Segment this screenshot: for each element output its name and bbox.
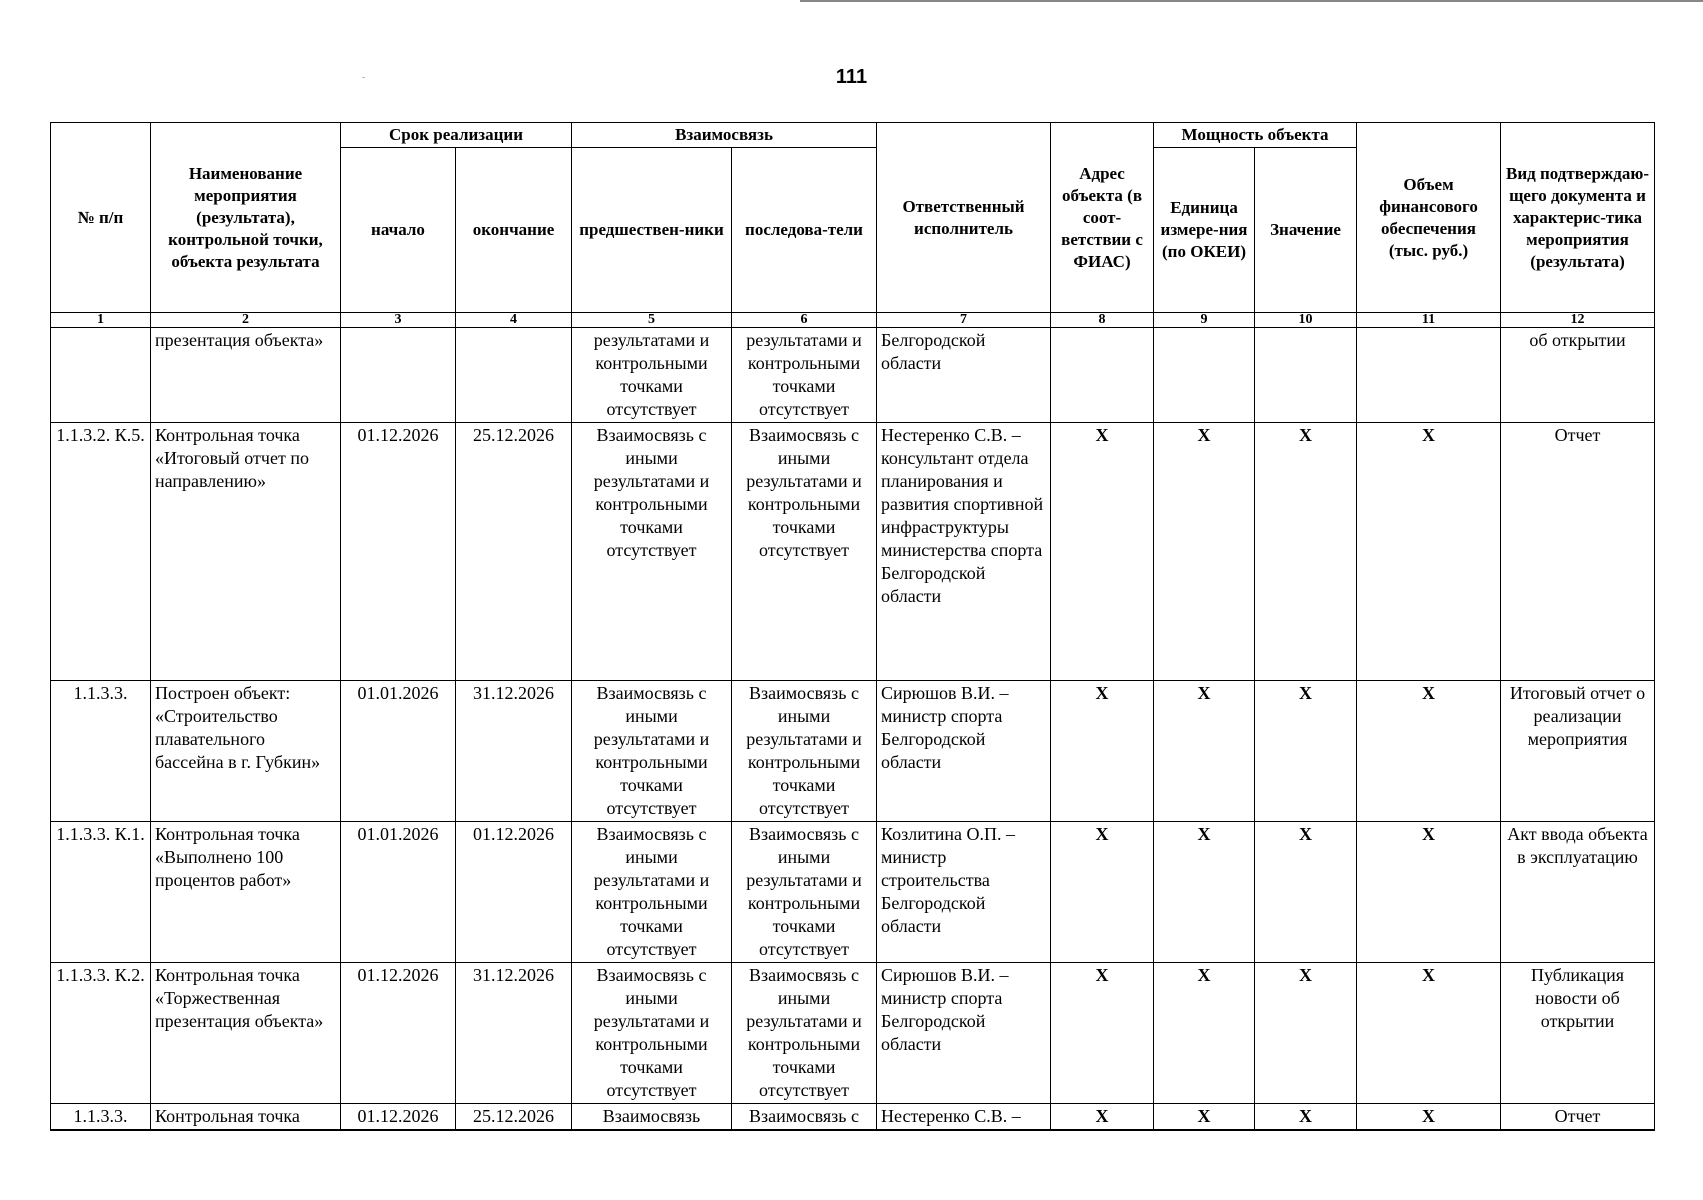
- row-number: 1.1.3.3.: [51, 681, 151, 822]
- row-value: Х: [1255, 1104, 1357, 1131]
- column-number: 6: [732, 313, 877, 328]
- implementation-plan-table: [50, 122, 1655, 1131]
- column-number: 10: [1255, 313, 1357, 328]
- row-document: Акт ввода объекта в эксплуатацию: [1501, 822, 1655, 963]
- header-responsible: Ответственный исполнитель: [877, 123, 1051, 313]
- row-unit: Х: [1154, 423, 1255, 681]
- row-document: Отчет: [1501, 423, 1655, 681]
- row-name: Контрольная точка: [151, 1104, 341, 1131]
- row-start: 01.12.2026: [341, 963, 456, 1104]
- header-name: Наименование мероприятия (результата), контрольной точки, объекта результата: [151, 123, 341, 313]
- row-successors: Взаимосвязь с иными результатами и контрольными точками отсутствует: [732, 423, 877, 681]
- header-number: № п/п: [51, 123, 151, 313]
- row-responsible: Сирюшов В.И. – министр спорта Белгородской области: [877, 681, 1051, 822]
- row-address: Х: [1051, 963, 1154, 1104]
- header-period-group: Срок реализации: [341, 123, 572, 148]
- row-number: 1.1.3.3.: [51, 1104, 151, 1131]
- header-start: начало: [341, 148, 456, 313]
- row-finance: [1357, 328, 1501, 423]
- column-number: 11: [1357, 313, 1501, 328]
- header-finance: Объем финансового обеспечения (тыс. руб.): [1357, 123, 1501, 313]
- row-document: Публикация новости об открытии: [1501, 963, 1655, 1104]
- column-number: 12: [1501, 313, 1655, 328]
- row-unit: [1154, 328, 1255, 423]
- column-number: 5: [572, 313, 732, 328]
- row-responsible: Белгородской области: [877, 328, 1051, 423]
- row-value: Х: [1255, 681, 1357, 822]
- header-predecessors: предшествен-ники: [572, 148, 732, 313]
- row-number: 1.1.3.2. К.5.: [51, 423, 151, 681]
- row-end: 31.12.2026: [456, 681, 572, 822]
- row-name: Контрольная точка «Выполнено 100 процентов работ»: [151, 822, 341, 963]
- row-document: Отчет: [1501, 1104, 1655, 1131]
- row-predecessors: результатами и контрольными точками отсутствует: [572, 328, 732, 423]
- row-value: Х: [1255, 822, 1357, 963]
- row-start: [341, 328, 456, 423]
- row-unit: Х: [1154, 963, 1255, 1104]
- row-finance: Х: [1357, 681, 1501, 822]
- header-value: Значение: [1255, 148, 1357, 313]
- table-row: [51, 1104, 1655, 1131]
- table-row: [51, 328, 1655, 423]
- row-unit: Х: [1154, 822, 1255, 963]
- row-document: об открытии: [1501, 328, 1655, 423]
- row-end: 31.12.2026: [456, 963, 572, 1104]
- row-name: Построен объект: «Строительство плавательного бассейна в г. Губкин»: [151, 681, 341, 822]
- row-address: Х: [1051, 681, 1154, 822]
- row-name: Контрольная точка «Итоговый отчет по направлению»: [151, 423, 341, 681]
- row-finance: Х: [1357, 822, 1501, 963]
- column-number-row: [51, 313, 1655, 328]
- row-predecessors: Взаимосвязь с иными результатами и контрольными точками отсутствует: [572, 681, 732, 822]
- row-name: презентация объекта»: [151, 328, 341, 423]
- row-successors: Взаимосвязь с иными результатами и контрольными точками отсутствует: [732, 822, 877, 963]
- row-value: [1255, 328, 1357, 423]
- row-document: Итоговый отчет о реализации мероприятия: [1501, 681, 1655, 822]
- row-address: Х: [1051, 1104, 1154, 1131]
- header-successors: последова-тели: [732, 148, 877, 313]
- table-row: [51, 822, 1655, 963]
- row-number: 1.1.3.3. К.2.: [51, 963, 151, 1104]
- row-successors: Взаимосвязь с: [732, 1104, 877, 1131]
- row-successors: Взаимосвязь с иными результатами и контрольными точками отсутствует: [732, 681, 877, 822]
- table-row: [51, 681, 1655, 822]
- row-predecessors: Взаимосвязь: [572, 1104, 732, 1131]
- header-capacity-group: Мощность объекта: [1154, 123, 1357, 148]
- row-number: 1.1.3.3. К.1.: [51, 822, 151, 963]
- header-address: Адрес объекта (в соот-ветствии с ФИАС): [1051, 123, 1154, 313]
- column-number: 2: [151, 313, 341, 328]
- row-unit: Х: [1154, 681, 1255, 822]
- row-predecessors: Взаимосвязь с иными результатами и контрольными точками отсутствует: [572, 423, 732, 681]
- row-predecessors: Взаимосвязь с иными результатами и контрольными точками отсутствует: [572, 963, 732, 1104]
- row-value: Х: [1255, 423, 1357, 681]
- row-number: [51, 328, 151, 423]
- column-number: 4: [456, 313, 572, 328]
- row-start: 01.01.2026: [341, 822, 456, 963]
- row-successors: результатами и контрольными точками отсутствует: [732, 328, 877, 423]
- row-responsible: Нестеренко С.В. – консультант отдела планирования и развития спортивной инфраструктуры министерства спорта Белгородской области: [877, 423, 1051, 681]
- row-successors: Взаимосвязь с иными результатами и контрольными точками отсутствует: [732, 963, 877, 1104]
- row-address: Х: [1051, 822, 1154, 963]
- row-start: 01.12.2026: [341, 423, 456, 681]
- row-name: Контрольная точка «Торжественная презентация объекта»: [151, 963, 341, 1104]
- row-value: Х: [1255, 963, 1357, 1104]
- row-responsible: Козлитина О.П. – министр строительства Белгородской области: [877, 822, 1051, 963]
- column-number: 9: [1154, 313, 1255, 328]
- row-end: [456, 328, 572, 423]
- table-row: [51, 423, 1655, 681]
- row-responsible: Сирюшов В.И. – министр спорта Белгородской области: [877, 963, 1051, 1104]
- header-row-top: [51, 123, 1655, 148]
- row-address: Х: [1051, 423, 1154, 681]
- scan-edge-line: [800, 0, 1703, 2]
- header-unit: Единица измере-ния (по ОКЕИ): [1154, 148, 1255, 313]
- row-start: 01.01.2026: [341, 681, 456, 822]
- row-predecessors: Взаимосвязь с иными результатами и контрольными точками отсутствует: [572, 822, 732, 963]
- row-end: 01.12.2026: [456, 822, 572, 963]
- row-end: 25.12.2026: [456, 1104, 572, 1131]
- row-start: 01.12.2026: [341, 1104, 456, 1131]
- row-finance: Х: [1357, 423, 1501, 681]
- column-number: 1: [51, 313, 151, 328]
- header-end: окончание: [456, 148, 572, 313]
- row-end: 25.12.2026: [456, 423, 572, 681]
- column-number: 3: [341, 313, 456, 328]
- header-document: Вид подтверждаю-щего документа и характерис-тика мероприятия (результата): [1501, 123, 1655, 313]
- row-finance: Х: [1357, 963, 1501, 1104]
- table-row: [51, 963, 1655, 1104]
- row-unit: Х: [1154, 1104, 1255, 1131]
- header-link-group: Взаимосвязь: [572, 123, 877, 148]
- row-finance: Х: [1357, 1104, 1501, 1131]
- page-number: 111: [835, 66, 868, 88]
- row-address: [1051, 328, 1154, 423]
- row-responsible: Нестеренко С.В. –: [877, 1104, 1051, 1131]
- column-number: 8: [1051, 313, 1154, 328]
- column-number: 7: [877, 313, 1051, 328]
